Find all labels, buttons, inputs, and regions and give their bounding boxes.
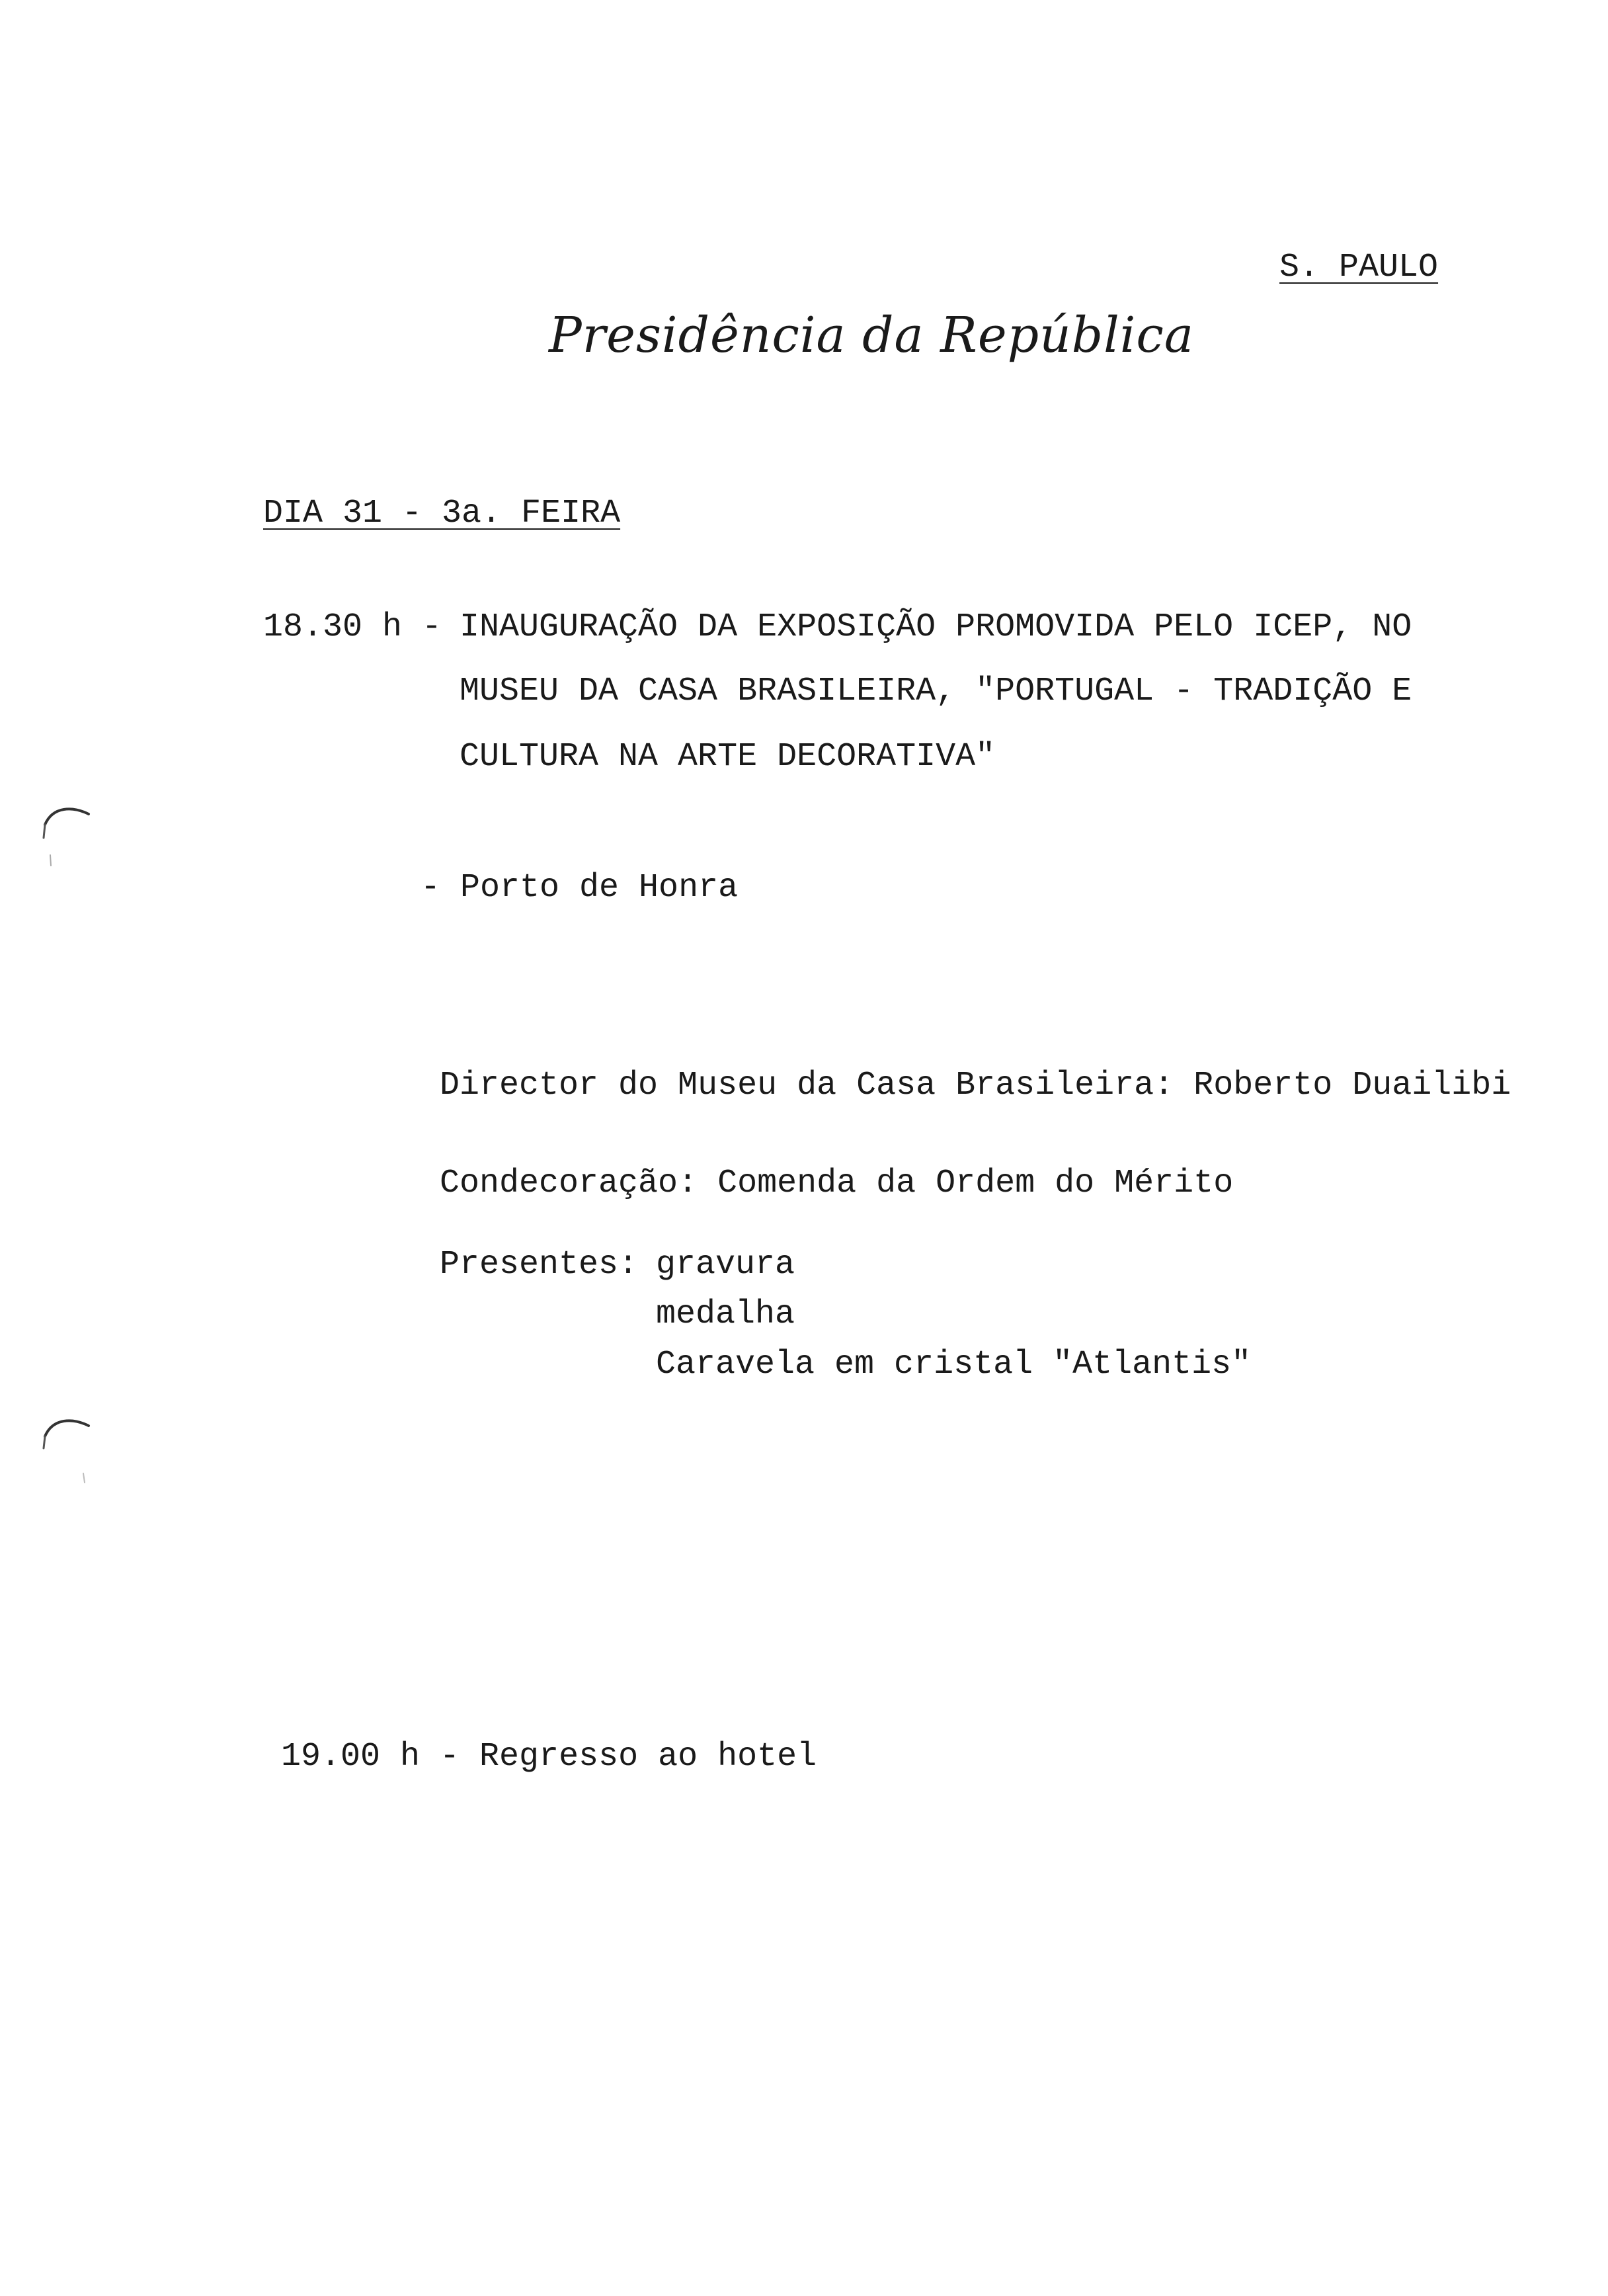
letterhead-logo: Presidência da República <box>549 307 1194 364</box>
event-description-line: INAUGURAÇÃO DA EXPOSIÇÃO PROMOVIDA PELO ICEP, NO <box>460 608 1412 646</box>
punch-hole-mark-icon <box>41 1409 94 1495</box>
director-line: Director do Museu da Casa Brasileira: Roberto Duailibi <box>440 1067 1511 1104</box>
presentes-item: Caravela em cristal "Atlantis" <box>656 1346 1252 1383</box>
presentes-item: gravura <box>656 1246 795 1284</box>
event-return-line: 19.00 h - Regresso ao hotel <box>281 1738 817 1776</box>
event-description-line: MUSEU DA CASA BRASILEIRA, "PORTUGAL - TRADIÇÃO E <box>460 673 1412 710</box>
day-title: DIA 31 - 3a. FEIRA <box>263 495 621 532</box>
condecoracao-line: Condecoração: Comenda da Ordem do Mérito <box>440 1165 1234 1202</box>
punch-hole-mark-icon <box>41 797 94 883</box>
event-sub-item: - Porto de Honra <box>421 869 739 907</box>
event-time: 18.30 h - <box>263 608 442 646</box>
presentes-label: Presentes: <box>440 1246 639 1284</box>
event-description-line: CULTURA NA ARTE DECORATIVA" <box>460 738 996 776</box>
city-heading: S. PAULO <box>1279 249 1439 286</box>
presentes-item: medalha <box>656 1295 795 1333</box>
